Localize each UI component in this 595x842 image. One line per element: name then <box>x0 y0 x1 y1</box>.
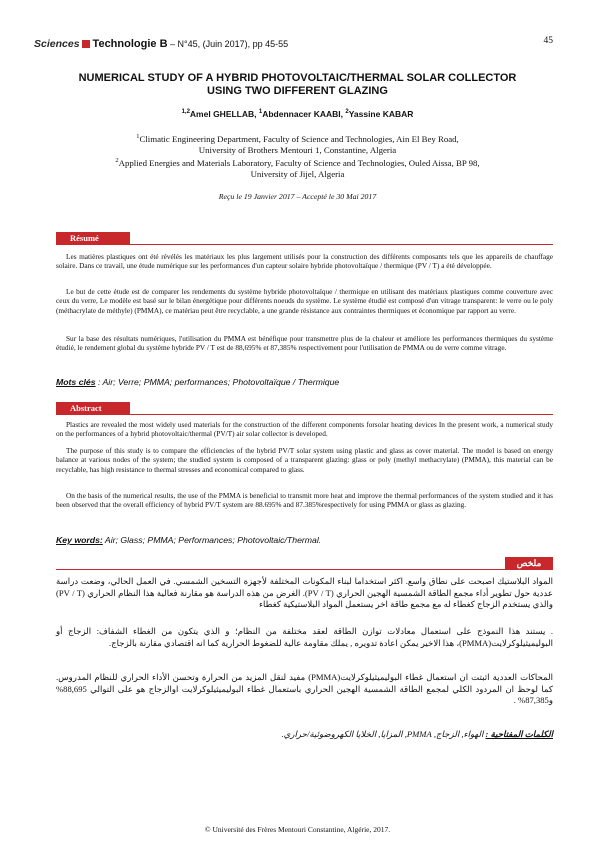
arabic-divider <box>56 569 553 570</box>
resume-heading: Résumé <box>56 232 130 244</box>
abstract-heading-bar <box>56 402 553 415</box>
affiliation-2-sup: 2 <box>115 157 119 164</box>
journal-series: Technologie B <box>92 38 168 50</box>
abstract-paragraph-2: The purpose of this study is to compare the efficiencies of the hybrid PV/T solar system using plastic and glass as cover material. The model is based on energy balance at various nodes of the system; the studied system is composed of a transparent glazing: glass or poly (methyl methacrylate) (PMMA), this material can be recyclable, has high resistance to thermal stresses and economical compared to glass. <box>56 446 553 474</box>
abstract-heading: Abstract <box>56 402 130 414</box>
resume-keywords-text: : Air; Verre; PMMA; performances; Photovoltaïque / Thermique <box>95 377 340 387</box>
resume-paragraph-2: Le but de cette étude est de comparer les rendements du système hybride photovoltaïque / thermique en utilisant des matériaux plastiques comme couverture avec ceux du verre, Le modèle est basé sur le bilan énergétique pour différents noeuds du système. Le système étudié est composé d'un vitrage transparent: le verre ou le poly (méthacrylate de méthyle) (PMMA), ce matériau peut être recyclable, a une grande résistance aux contraintes thermiques et économique par rapport au verre. <box>56 287 553 315</box>
received-dates: Reçu le 19 Janvier 2017 – Accepté le 30 Mai 2017 <box>218 192 377 201</box>
abstract-keywords-text: Air; Glass; PMMA; Performances; Photovoltaic/Thermal. <box>102 535 322 545</box>
author-2: Abdennacer KAABI, <box>262 109 346 119</box>
title-line-1: NUMERICAL STUDY OF A HYBRID PHOTOVOLTAIC/THERMAL SOLAR COLLECTOR <box>78 72 517 84</box>
title-line-2: USING TWO DIFFERENT GLAZING <box>207 85 388 97</box>
affiliation-2-line-2: University of Jijel, Algeria <box>250 168 345 179</box>
resume-divider <box>56 244 553 245</box>
resume-paragraph-1: Les matières plastiques ont été révélés les matériaux les plus largement utilisés pour la construction des différents composants tels que les appareils de chauffage solaire. Dans ce travail, une étude numérique sur les performances d'un capteur solaire hybride photovoltaïque / thermique (PV / T) a été développée. <box>56 252 553 271</box>
arabic-paragraph-2: . يستند هذا النموذج على استعمال معادلات توازن الطاقة لعقد مختلفة من النظام؛ و الذي يتكون من الغطاء الشفاف: الزجاج أو البوليميثيلوكرلايت(PMMA)، هذا الاخير يمكن اعادة تدويره , يملك مقاومة عالية للضغوط الحرارية كما انه اقتصادي مقارنة بالزجاج. <box>56 626 553 648</box>
journal-header <box>34 38 288 50</box>
arabic-heading: ملخص <box>505 557 553 569</box>
arabic-keywords <box>56 729 553 740</box>
resume-paragraph-3: Sur la base des résultats numériques, l'utilisation du PMMA est bénéfique pour transmettre plus de la chaleur et améliore les performances thermiques du système étudié, le rendement global du système hybride PV / T est de 88,695% et 87,385% respectivement pour l'utilisation de PMMA ou de verre comme vitrage. <box>56 334 553 353</box>
footer-copyright: © Université des Frères Mentouri Constantine, Algérie, 2017. <box>204 825 391 834</box>
abstract-divider <box>56 414 553 415</box>
arabic-paragraph-3: المحاكات العددية اثبتت ان استعمال غطاء البوليميثيلوكرلايت(PMMA) مفيد لنقل المزيد من الحرارة وتحسن الأداء الحراري للنظام المدروس. كما لوحظ ان المردود الكلي لمجمع الطاقة الشمسية الهجين الحراري باستعمال غطاء البوليميثيلوكرلايت اوالزجاج هو على التوالي 88,695% و87,385% . <box>56 672 554 705</box>
page-number: 45 <box>543 36 553 46</box>
arabic-paragraph-1: المواد البلاستيك اصبحت على نطاق واسع. اكثر استخداما لبناء المكونات المختلفة لأجهزة التسخين الشمسي. في العمل الحالي، وضعت دراسة عددية حول تطوير أداء مجمع الطاقة الشمسية الهجين الحراري (PV / T). الغرض من هذه الدراسة هو مقارنة فعالية هذا النظام الحراري (PV / T) والذي يستخدم الزجاج كغطاء له مع مجمع طاقة اخر يستعمل المواد البلاستيكية كغطاء <box>56 576 554 609</box>
arabic-keywords-text: الهواء, الزجاج, PMMA, المزايا, الخلايا الكهروضوئية/حراري. <box>281 729 486 739</box>
journal-separator-icon <box>82 40 90 48</box>
abstract-paragraph-3: On the basis of the numerical results, the use of the PMMA is beneficial to transmit more heat and improve the thermal performances of the system studied and it has been observed that the overall efficiency of hybrid PV/T system are 88.695% and 87.385%respectively for using PMMA or glass as glazing. <box>56 491 553 510</box>
author-2-sup: 1 <box>258 109 263 116</box>
article-title <box>40 72 555 98</box>
arabic-keywords-label: الكلمات المفتاحية : <box>485 729 553 739</box>
authors <box>40 109 555 119</box>
affiliation-1-line-1: Climatic Engineering Department, Faculty of Science and Technologies, Ain El Bey Road, <box>139 133 459 144</box>
resume-heading-bar <box>56 232 553 245</box>
affiliation-1 <box>40 131 555 156</box>
author-1: Amel GHELLAB, <box>189 109 259 119</box>
affiliation-1-line-2: University of Brothers Mentouri 1, Constantine, Algeria <box>198 144 397 155</box>
affiliation-2-line-1: Applied Energies and Materials Laboratory, Faculty of Science and Technologies, Ouled Aissa, BP 98, <box>118 157 480 168</box>
affiliation-2 <box>40 155 555 180</box>
abstract-keywords <box>56 535 553 545</box>
abstract-paragraph-1: Plastics are revealed the most widely used materials for the construction of the different components forsolar heating devices In the present work, a numerical study on the performances of a hybrid photovoltaic/thermal (PV/T) air solar collector is developed. <box>56 420 553 439</box>
author-1-sup: 1,2 <box>181 109 190 116</box>
author-3: Yassine KABAR <box>348 109 414 119</box>
affiliation-1-sup: 1 <box>136 133 140 140</box>
issue-info: – N°45, (Juin 2017), pp 45-55 <box>167 39 289 49</box>
resume-keywords-label: Mots clés <box>56 377 96 387</box>
author-3-sup: 2 <box>345 109 349 116</box>
abstract-keywords-label: Key words: <box>56 535 103 545</box>
resume-keywords <box>56 377 553 387</box>
journal-name: Sciences <box>34 38 80 50</box>
